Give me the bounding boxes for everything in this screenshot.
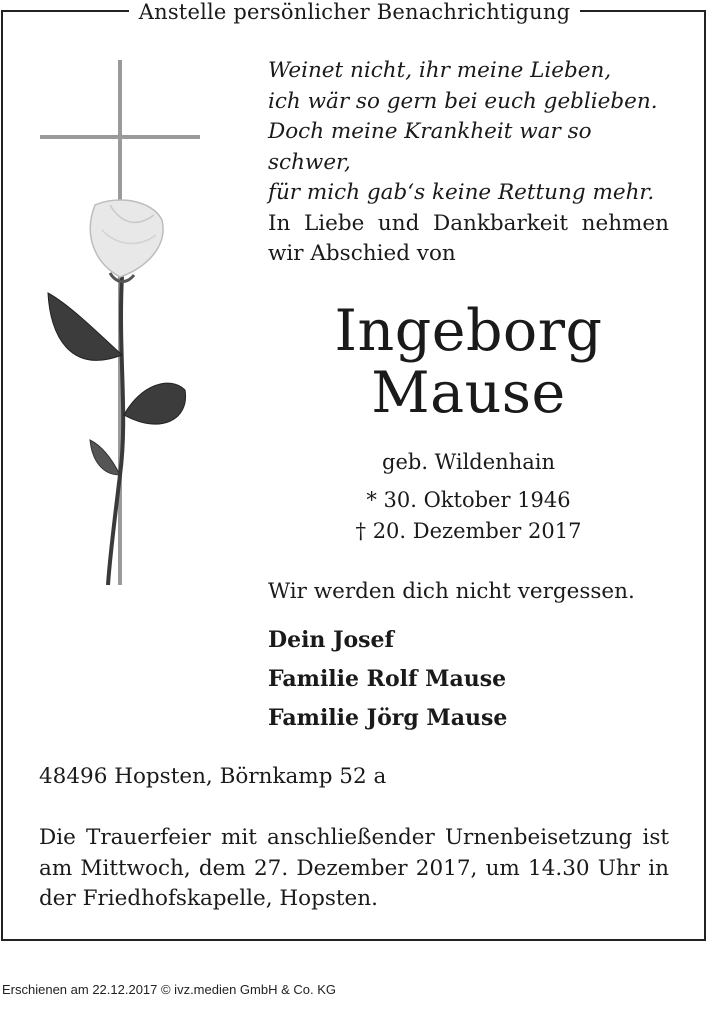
intro-line: wir Abschied von — [268, 241, 456, 266]
address: 48496 Hopsten, Börnkamp 52 a — [39, 764, 387, 789]
birth-date: * 30. Oktober 1946 — [366, 488, 571, 512]
poem-line: ich wär so gern bei euch geblieben. — [268, 88, 658, 114]
poem-line: Weinet nicht, ihr meine Lieben, — [268, 58, 612, 83]
life-dates — [268, 485, 669, 547]
poem-line: für mich gab‘s keine Rettung mehr. — [268, 180, 655, 205]
intro-text — [268, 209, 669, 269]
signer: Familie Jörg Mause — [268, 705, 508, 731]
birth-name: geb. Wildenhain — [382, 450, 555, 474]
publication-footer: Erschienen am 22.12.2017 © ivz.medien GmbH & Co. KG — [2, 982, 337, 997]
first-name: Ingeborg — [334, 298, 603, 364]
remembrance-text: Wir werden dich nicht vergessen. — [268, 579, 635, 604]
ceremony-text: Die Trauerfeier mit anschließender Urnenbeisetzung ist am Mittwoch, dem 27. Dezember 2017, um 14.30 Uhr in der Friedhofskapelle, Hopsten. — [39, 825, 669, 911]
poem — [268, 56, 678, 209]
signers — [268, 621, 678, 738]
poem-line: Doch meine Krankheit war so schwer, — [268, 119, 592, 175]
signer: Familie Rolf Mause — [268, 666, 507, 692]
last-name: Mause — [371, 360, 566, 426]
intro-line: In Liebe und Dankbarkeit nehmen — [268, 211, 669, 236]
header-text: Anstelle persönlicher Benachrichtigung — [129, 0, 581, 24]
death-date: † 20. Dezember 2017 — [355, 519, 582, 543]
signer: Dein Josef — [268, 627, 395, 653]
deceased-name — [268, 300, 669, 424]
cross-rose-illustration — [30, 55, 230, 595]
header — [0, 0, 709, 24]
rose-icon — [48, 200, 186, 585]
